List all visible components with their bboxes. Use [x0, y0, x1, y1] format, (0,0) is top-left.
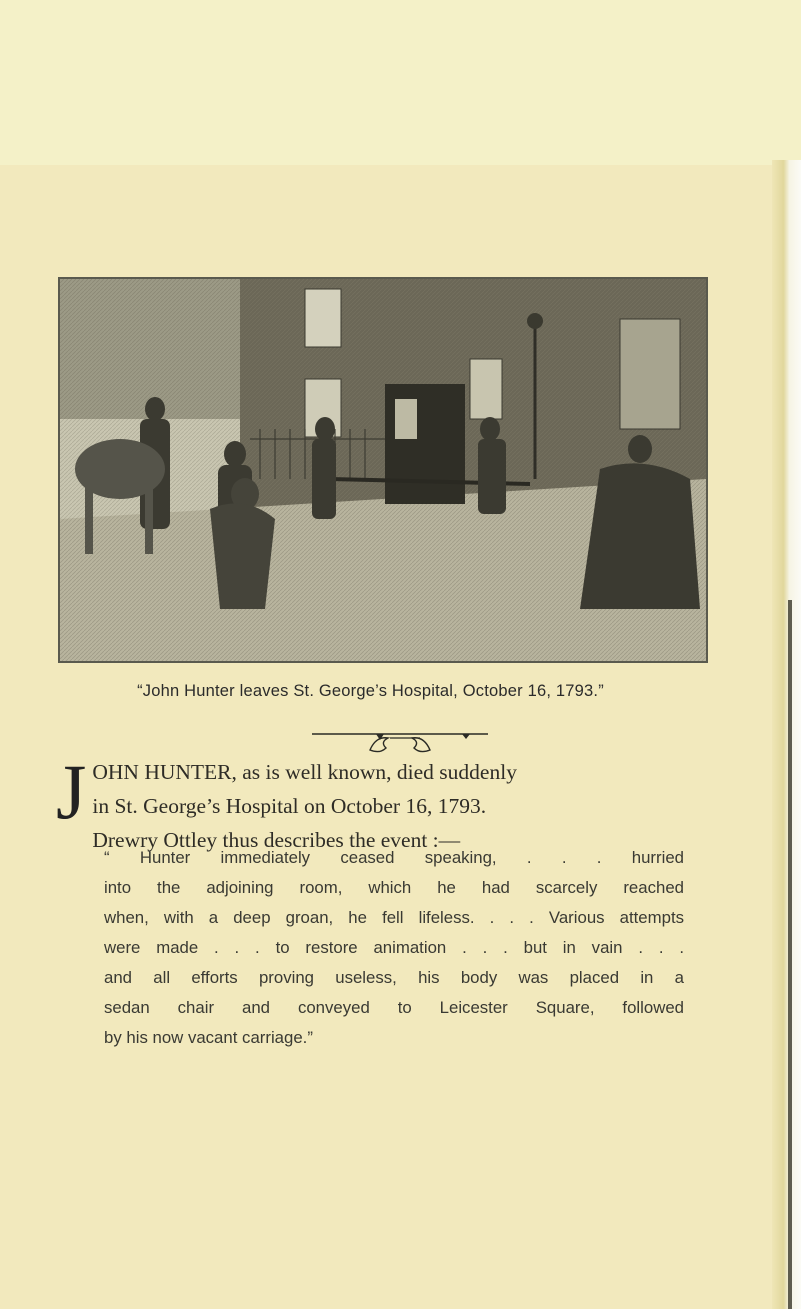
figure-caption: “John Hunter leaves St. George’s Hospital, October 16, 1793.”	[137, 682, 604, 700]
quote-line: sedan chair and conveyed to Leicester Square, followed	[104, 998, 684, 1017]
quote-line: and all efforts proving useless, his body was placed in a	[104, 968, 684, 987]
intro-line: OHN HUNTER, as is well known, died suddenly	[92, 760, 517, 784]
intro-line: in St. George’s Hospital on October 16, 1793.	[92, 794, 487, 818]
intro-line: Drewry Ottley thus describes the event :—	[92, 828, 461, 852]
quote-line: when, with a deep groan, he fell lifeless. . . . Various attempts	[104, 908, 684, 927]
ornament-divider	[310, 728, 490, 756]
page-edge	[772, 160, 801, 1309]
engraving-illustration	[58, 277, 708, 663]
quotation	[104, 843, 684, 1053]
quote-line: “ Hunter immediately ceased speaking, . . . hurried	[104, 848, 684, 867]
quote-line: were made . . . to restore animation . . . but in vain . . .	[104, 938, 684, 957]
binding-shadow	[788, 600, 792, 1309]
quote-line: by his now vacant carriage.”	[104, 1028, 313, 1047]
intro-paragraph	[56, 748, 710, 857]
drop-cap: J	[56, 748, 87, 835]
page-top-margin	[0, 0, 801, 165]
quote-line: into the adjoining room, which he had scarcely reached	[104, 878, 684, 897]
